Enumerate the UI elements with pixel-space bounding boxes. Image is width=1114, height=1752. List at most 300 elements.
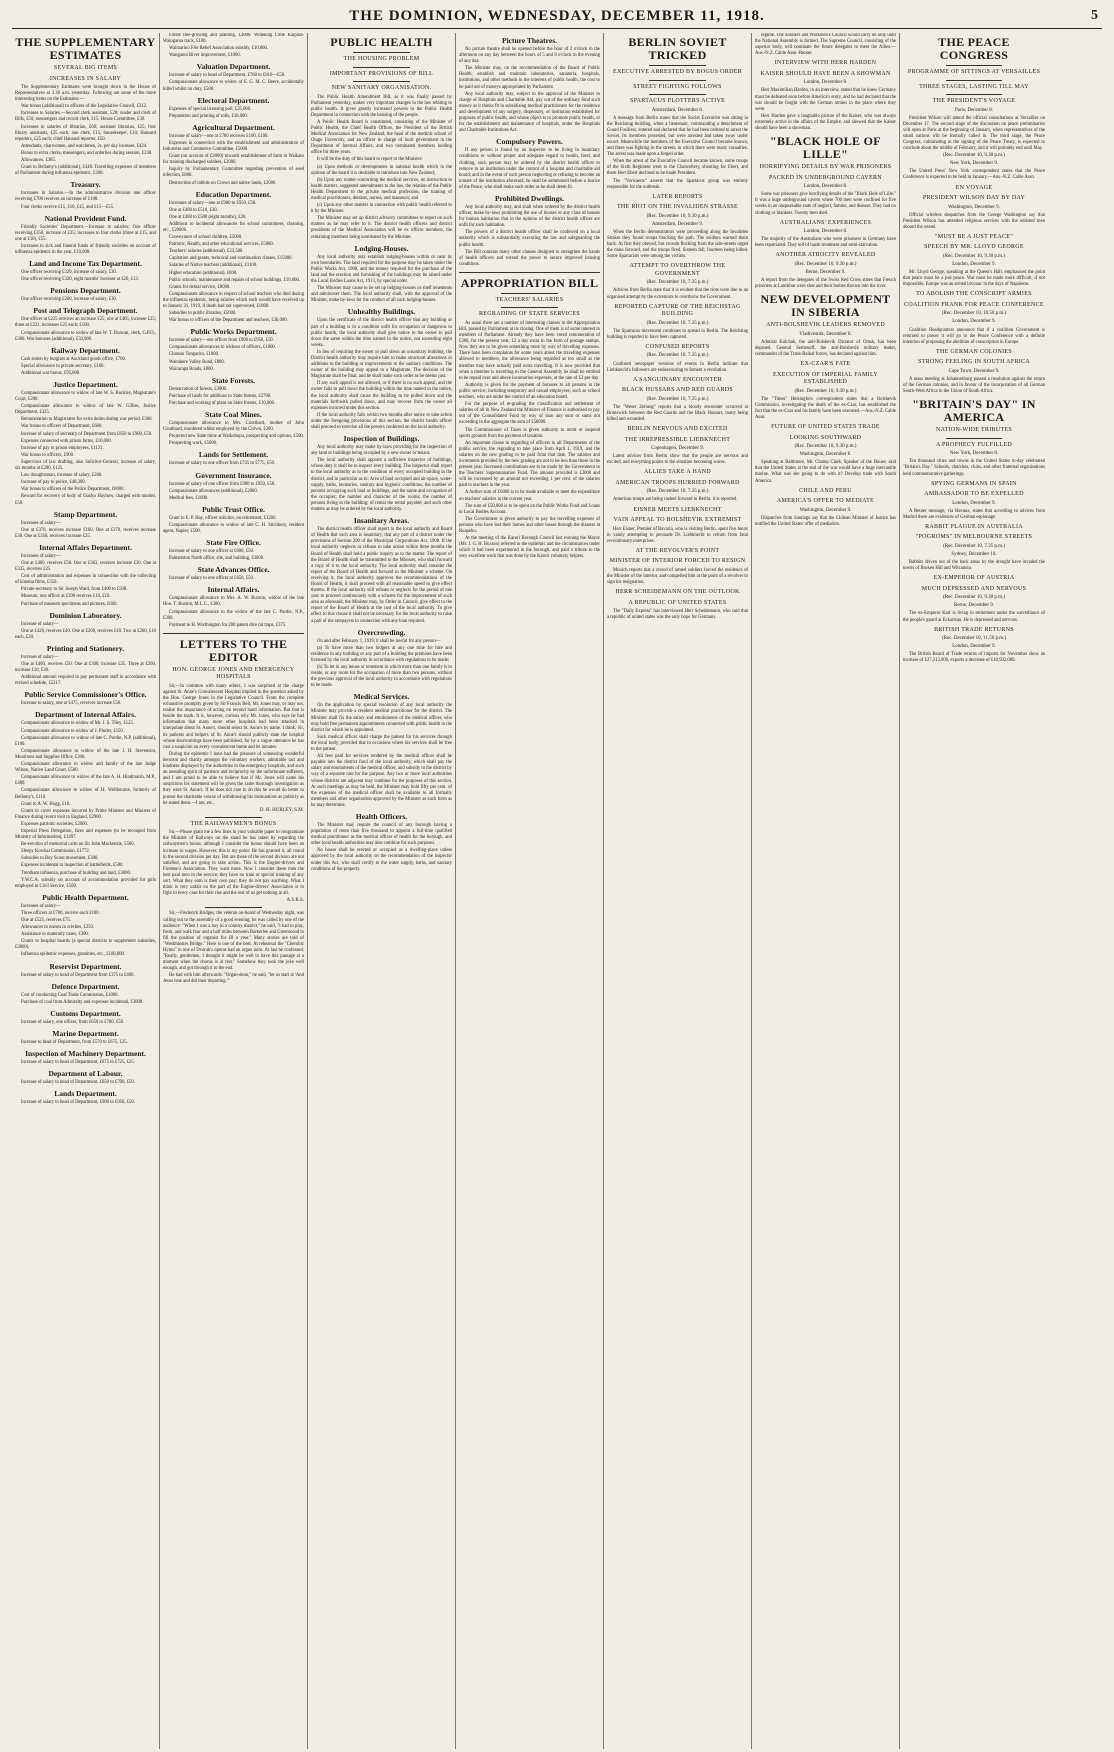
article-paragraph: Compassionate allowance to widow of late W. Gillies, Justice Department, £325. xyxy=(15,404,156,416)
dateline: (Rec. December 10, 7.35 p.m.) xyxy=(646,280,709,286)
subheading: AMERICAN TROOPS HURRIED FORWARD xyxy=(615,479,740,486)
article-paragraph: Increases of salary— xyxy=(21,553,61,559)
subheading: HORRIFYING DETAILS BY WAR PRISONERS xyxy=(759,164,892,171)
section-heading: Public Trust Office. xyxy=(202,504,265,514)
dateline: London, December 9. xyxy=(952,644,996,650)
article-paragraph: Increase of salary of one officer from £900 to £950, £50. xyxy=(169,481,276,487)
article-paragraph: Re-erection of memorial cairn on Sir John Mackenzie, £500. xyxy=(21,842,135,848)
article-paragraph: Cash stolen by burglars at Auckland goods office, £700. xyxy=(21,356,127,362)
divider xyxy=(649,94,705,95)
article-paragraph: Expenses patriotic societies, £2000. xyxy=(21,821,89,827)
dateline: Vladivostok, December 8. xyxy=(799,331,852,337)
subheading: SPARTACUS PLOTTERS ACTIVE xyxy=(629,98,726,104)
article-paragraph: The district health officer shall report to the local authority and Board of Health that such area is insanitary, that any part of a district under the provisions of Section 290 of the Municipal Corporations Act, 1908. If the local authority neglects or refuses to take action within three months the Board of Health shall hold a public inquiry as to the matter. The report of the Board of Health shall be transmitted to the Minister, who shall forward a copy of it to the local authority. The local authority shall consider the report of the Board of Health and forward to the Minister a scheme. On receiving it, the local authority approves the recommendations of the Board of Health, it shall proceed with all reasonable speed to give effect thereto. If the local authority still refuses or neglects for the period of one year to proceed continuously with a scheme for the improvement of such area as aforesaid, the Minister may, by Order in Council, give effect to the report of the Board of Health at the cost of the local authority. To give effect to this clause it shall not be necessary for the local authority to raise a poll of the ratepayers in connection with any loan required. xyxy=(311,527,452,624)
article-paragraph: Higher education (additional), £800. xyxy=(169,270,238,276)
divider xyxy=(649,80,705,81)
article-paragraph: Imperial Press Delegation, fares and expenses (to be recouped from Ministry of Information), £1497. xyxy=(15,828,156,841)
article-paragraph: Increase of salary to one officer at £600, £50. xyxy=(169,549,255,555)
article-paragraph: Remuneration to Magistrates for extra duties during war period, £360. xyxy=(21,417,153,423)
dateline: London, December 8. xyxy=(803,184,848,190)
section-heading: State Advances Office. xyxy=(197,565,270,575)
subheading: EXECUTION OF IMPERIAL FAMILY ESTABLISHED xyxy=(773,371,878,386)
section-heading: Land and Income Tax Department. xyxy=(29,259,142,269)
article-paragraph: Payment to H. Worthington for 200 patent dice rat traps, £375. xyxy=(169,622,287,628)
column-4 xyxy=(456,33,604,1749)
article-paragraph: Y.W.C.A. subsidy on account of accommodation provided for girls employed in Civil Service, £500. xyxy=(15,877,156,889)
article-paragraph: Increase of salary to head of Department, £675 to £725, £25. xyxy=(21,1060,135,1066)
divider xyxy=(946,438,1003,439)
article-paragraph: Compassionate allowance to widow of E. G. M. C. Beere, accidentally killed whilst on duty, £500. xyxy=(163,80,304,92)
dateline: London, December 8. xyxy=(803,229,848,235)
article-paragraph: One at £400, receives £50. One at £300, increase £25. Three at £260, increase £10, £30. xyxy=(15,662,156,674)
dateline: London, December 8. xyxy=(803,80,848,86)
article-paragraph: Salaries of Native teachers (additional), £1100. xyxy=(169,263,258,269)
article-paragraph: (a) Upon methods or developments in national health which in the opinion of the board it is desirable to introduce into New Zealand; xyxy=(311,164,452,176)
article-paragraph: Herr Maximilian Harden, in an interview, stated that he knew Germany must be defeated soon before America's entry, and he had declared that the war should be fought with the German armies in the place where they were. xyxy=(755,88,896,112)
article-paragraph: Admiral Kolchak, the anti-Bolshevik Dictator of Omsk, has been deposed. General Semenoff, the anti-Bolshevik military leader, commander of the Trans-Baikal forces, has declared against him. xyxy=(755,339,896,358)
section-heading: Public Works Department. xyxy=(190,327,277,337)
subheading: ANTI-BOLSHEVIK LEADERS REMOVED xyxy=(766,322,885,329)
dateline: London, December 9. xyxy=(952,500,996,506)
article-paragraph: Increases in Salaries.—In the administrative division one officer receiving £700 receives an increase of £100. xyxy=(15,191,156,203)
article-paragraph: Mr. Lloyd George, speaking at the Queen's Hall, emphasised the point that peace must be a just peace. War must be made more difficult, if not impossible. Europe was an armed bivouac in the days of Napoleon. xyxy=(903,270,1045,288)
article-paragraph: Subsidies to Boy Scout movement, £300. xyxy=(21,856,99,862)
dateline: Washington, December 9. xyxy=(799,507,852,513)
article-paragraph: Compassionate allowance to widow of J. Pinder, £150. xyxy=(21,728,124,734)
subheading: THE IRREPRESSIBLE LIEBKNECHT xyxy=(624,436,731,443)
subheading: AUSTRALIANS' EXPERIENCES xyxy=(779,219,872,226)
section-heading: Inspection of Buildings. xyxy=(343,434,420,444)
subheading: STRONG FEELING IN SOUTH AFRICA xyxy=(917,359,1030,366)
article-paragraph: Official wireless despatches from the George Washington say that President Wilson has attended religious services with the enlisted men aboard the vessel. xyxy=(903,212,1045,230)
article-paragraph: Compassionate allowances (additional), £2000. xyxy=(169,488,258,494)
section-heading: Inspection of Machinery Department. xyxy=(25,1049,146,1059)
section-heading: Medical Services. xyxy=(353,692,410,702)
article-paragraph: As usual there are a number of interesting clauses in the Appropriation Bill, passed by Parliament at its closing. One of them is of some interest to members of Parliament. Already they have been voted remuneration of £300, for the present year, £2 a day extra in the form of postage stamps. Now they are to be given something more by way of travelling expenses. There have been complaints for some years about the travelling expenses allowed to members, the allowance being regarded as too small as the member may have actually paid extra travelling. It is now provided that when a member is travelling to the General Assembly he shall be entitled to be repaid over and above locomotion expenses, at the rate of £2 per day. xyxy=(459,320,600,381)
article-paragraph: Purchase of coal from Admiralty and expenses incidental, £3000. xyxy=(21,999,144,1005)
dateline: (Rec. December 10, 10.50 p.m.) xyxy=(941,311,1007,317)
section-heading: State Coal Mines. xyxy=(205,410,262,420)
article-paragraph: Any local authority may establish lodging-houses within or near its own boundaries. The land required for the purpose may be taken under the Public Works Act, 1908, and the money required for the purchase of the land and the erection and furnishing of the buildings may be raised under the Local Bodies Loans Act, 1913, by special order. xyxy=(311,254,452,285)
article-paragraph: A Public Health Board is constituted, consisting of the Minister of Public Health, the Chief Health Officer, the President of the British Medical Association for New Zealand, the head of the medical school of Otago University, and an officer in charge of local government in the Department of Internal Affairs, and two nominated members holding office for three years. xyxy=(311,119,452,156)
article-paragraph: Increases of salary—one at £900 to £950, £50. xyxy=(169,200,257,206)
article-paragraph: Prospecting work, £5000. xyxy=(169,441,218,447)
section-heading: Internal Affairs Department. xyxy=(39,542,132,552)
subheading: LATER REPORTS xyxy=(652,193,703,200)
article-paragraph: The Minister may require the council of any borough having a population of more than five thousand to appoint a full-time qualified medical practitioner as the medical officer of health for the borough, and other local health authorities may also combine for such purposes. xyxy=(311,822,452,847)
subheading: BLACK HUSSARS AND RED GUARDS xyxy=(621,387,734,394)
subheading: THREE STAGES, LASTING TILL MAY xyxy=(919,83,1029,90)
subheading: CHILE AND PERU xyxy=(799,487,852,494)
divider xyxy=(459,272,600,273)
article-paragraph: One at £480 to £510, £30. xyxy=(169,207,218,213)
article-paragraph: During the epidemic I have had the pleasure of witnessing wonderful heroism and charity amongst the voluntary workers, admirable tact and kindness displayed by the authorities in the emergency hospitals, and such an unending spirit of patience and reciprocity by the unfortunate sufferers, and I am proud to be able to believe that if Mr. Jones will name his suspicions his statement will be given the same thorough investigation as they were St. Anne's. If he does not care to do this he would do better to pursue the charitable course of withdrawing his insinuations as publicly as he stated them.—I am, etc., xyxy=(163,751,304,806)
article-paragraph: Some war prisoners give horrifying details of the "Black Hole of Lille." It was a huge underground cavern where 700 men were confined for five weeks in an unspeakable state of neglect, famine, and disease. They had no clothing or blankets. Twenty men died. xyxy=(755,192,896,216)
subheading: "MUST BE A JUST PEACE" xyxy=(935,233,1013,240)
section-heading: Defence Department. xyxy=(51,981,120,991)
article-paragraph: If any person is found by an inspector to be living in insanitary conditions or without proper and adequate regard to health, food, and clothing, such person may be ordered by the district health officer to remove to an institution under the control of a hospital and charitable aid board; and in the event of such person neglecting or refusing to become an inmate of the institution aforesaid, he shall be summoned before a Justice of the Peace, who shall make such order as he shall deem fit. xyxy=(459,148,600,190)
article-paragraph: War bonus to officers of Department, £600. xyxy=(21,424,103,430)
article-paragraph: The Spartacus movement continues to spread in Berlin. The Reichstag building is reported to have been captured. xyxy=(607,328,748,340)
article-paragraph: The Minister may set up district advisory committees to report on such matters as he may refer to it. The district health officers and district presidents of the Medical Association will be ex officio members, the remaining members being nominated by the Minister. xyxy=(311,216,452,240)
article-paragraph: Cost of administration and expenses in connection with the collecting of kinema films, £350. xyxy=(15,574,156,586)
dateline: London, December 9. xyxy=(952,262,996,267)
article-paragraph: A Reuter message, via Havana, states that according to advices from Madrid there are evidences of German espionage. xyxy=(903,508,1045,520)
article-paragraph: Increases to Salaries.—Second clerk assistant, £20; reader and clerk of Bills, £50; messengers and record clerk, £15; House Committee, £30. xyxy=(15,111,156,123)
article-paragraph: Grant to E. P. Hay, officer solicitor, on retirement, £1200. xyxy=(169,515,277,521)
article-paragraph: For the purpose of re-grading the classification and settlement of salaries of all in New Zealand the Minister of Finance is authorised to pay out of the Consolidated Fund by way of loan any sum or sums not exceeding in the aggregate the sum of £50000. xyxy=(459,402,600,426)
article-paragraph: Expenses incidental to inspection of battlefields, £500. xyxy=(21,863,124,869)
subheading: EN VOYAGE xyxy=(955,184,993,191)
article-paragraph: Grant (on account of £3000) towards establishment of farm in Waikato for training discharged soldiers, £2000. xyxy=(163,154,304,166)
subheading: THE GERMAN COLONIES xyxy=(935,348,1013,355)
columns-container xyxy=(12,33,1102,1749)
signature: A.S.R.S. xyxy=(286,898,304,904)
section-heading: Customs Department. xyxy=(50,1008,121,1018)
article-paragraph: One at £370, receives increase £160. One at £370, receives increase £30. One at £350, receives increase £25. xyxy=(15,527,156,539)
section-heading: Health Officers. xyxy=(355,811,408,821)
article-paragraph: Waimarino Fire Relief Association subsidy, £10,000. xyxy=(169,46,269,52)
article-paragraph: The Supplementary Estimates were brought down in the House of Representatives at 3.30 a.m. yesterday. Following are some of the more interesting items on the Estimates:— xyxy=(15,85,156,103)
article-paragraph: Compassionate allowance to widow of Mr. J. S. Tiley, £125. xyxy=(21,721,134,727)
article-paragraph: Influenza epidemic expenses, gratuities, etc., £100,000. xyxy=(21,952,126,958)
subheading: A REPUBLIC OF UNITED STATES xyxy=(628,599,727,606)
section-heading: Internal Affairs. xyxy=(207,585,260,595)
section-heading: Department of Internal Affairs. xyxy=(35,710,136,720)
article-paragraph: The Commissioner of Taxes is given authority to remit or suspend sports grounds from the payment of taxation. xyxy=(459,427,600,439)
divider xyxy=(649,65,705,66)
subheading: AMBASSADOR TO BE EXPELLED xyxy=(924,491,1024,498)
section-heading: Reservist Department. xyxy=(49,961,122,971)
article-paragraph: Conveyance of school children, £5000. xyxy=(169,235,243,241)
article-paragraph: Increase of salary to one officer at £650, £50. xyxy=(169,576,255,582)
divider xyxy=(163,633,304,634)
section-heading: Picture Theatres. xyxy=(502,36,557,45)
dateline: (Rec. December 10, 7.35 p.m.) xyxy=(646,489,709,495)
article-paragraph: Sir,—Frederick Bridges, the veteran on-board of Wednesday night, was calling out to the assembly of a good evening; he was called by one of the audience: "When I was a boy in a country district," he said, "I had to play, fresh, and walk four and a half miles between Barkerlee and Greenwood to fill the position of organist for £8 a year." Many stories are told of "Westminster Bridge." Here is one of the best. At rehearsal the "Cherubic Hymn" in one of Dvorak's operas had an organ intro. At last he confessed: "Really, gentlemen, I thought it might be well to have this passage at a moment when the chorus is at rest." Somehow they took the joke well enough, and got through it to the end. xyxy=(163,911,304,972)
column-6 xyxy=(752,33,900,1749)
article-paragraph: Any local authority may, and shall when ordered by the district health officer, make by-laws prohibiting the use of houses or any class of houses for human habitation that in the opinion of the district health officer are unfit for such habitation. xyxy=(459,204,600,229)
article-paragraph: No picture theatre shall be opened before the hour of 2 o'clock in the afternoon on any day between the hours of 5 and 8 o'clock in the evening of any day. xyxy=(459,47,600,65)
dateline: (Rec. December 10, 9.30 p.m.) xyxy=(943,595,1005,601)
section-heading: Electoral Department. xyxy=(197,95,270,105)
divider xyxy=(501,293,557,294)
dateline: New York, December 9. xyxy=(949,161,999,167)
subheading: "POGROMS" IN MELBOURNE STREETS xyxy=(915,534,1033,541)
article-paragraph: Subsidies to public libraries, £5000. xyxy=(169,311,237,317)
article-paragraph: Medical fees, £1600. xyxy=(169,495,209,501)
article-paragraph: He had with him afterwards: "Organ-dean," he said, "let us start at 'And Jesus rose and did their departing.'" xyxy=(163,973,304,985)
dateline: (Rec. December 10, 11.50 p.m.) xyxy=(941,636,1007,642)
section-heading: Railway Department. xyxy=(51,345,120,355)
article-paragraph: Forest tree-growing and planting, £3000. Widening Little Kaipara-Waingaroa track, £100. xyxy=(163,33,304,45)
section-heading: Justice Department. xyxy=(53,380,118,389)
article-paragraph: War bonus to officers, £900. xyxy=(21,452,75,458)
article-paragraph: The Public Health Amendment Bill, as it was finally passed by Parliament yesterday, makes very important changes in the law relating to public health. It gives greatly increased powers to the Public Health Department in connection with the housing of the people. xyxy=(311,94,452,118)
article-paragraph: Increase of salary— xyxy=(21,654,59,660)
divider xyxy=(353,67,409,68)
article-paragraph: Additional war bonus, £95,000. xyxy=(21,370,81,376)
headline: APPROPRIATION BILL xyxy=(460,275,599,290)
subheading: HON. GEORGE JONES AND EMERGENCY HOSPITALS xyxy=(172,666,295,681)
article-paragraph: Herr Harden gave a laughable picture of the Kaiser, who was always extremely active in the affairs of the Empire, and showed that the Kaiser should have been a showman. xyxy=(755,113,896,132)
dateline: (Rec. December 10, 7.35 p.m.) xyxy=(646,353,709,359)
article-paragraph: Friendly Societies' Department.—Increase to salaries: One officer receiving £350, increase of £25; increases to four clerks (three at £15, and one at £10), £55. xyxy=(15,224,156,242)
article-paragraph: One officer receiving £320, increase of salary, £30. xyxy=(21,270,117,276)
article-paragraph: If the local authority fails within two months after notice to take action under the foregoing provisions of this section, the district health officer shall proceed to exercise all the powers conferred on the local authority. xyxy=(311,412,452,430)
masthead xyxy=(12,6,1102,29)
article-paragraph: An important clause in regarding of officers in all Departments of the public service, the regrading to take place from April 1, 1919, and the salaries on the new grading to be paid from that date. The salaries and increments provided by the new grading are not to be less than those in the present year. Increased contributions are to be made by the Government to the Teachers' Superannuation Fund. The amount provided is £2000 and will be increased by an amount not exceeding 1 per cent. of the salaries paid to teachers in the year. xyxy=(459,440,600,489)
article-paragraph: Purchase of museum specimens and pictures, £600. xyxy=(21,601,118,607)
article-paragraph: Increase of pay to prison employees, £1131. xyxy=(21,445,104,451)
headline: "BLACK HOLE OF LILLE" xyxy=(770,134,881,162)
article-paragraph: The ex-Emperor Karl is living in retirement under the surveillance of the people's guard at Eckartsau. He is depressed and nervous. xyxy=(903,611,1045,623)
article-paragraph: The majority of the Australians who were prisoners in Germany have been repatriated. They tell of harsh treatment and semi-starvation. xyxy=(755,237,896,249)
article-paragraph: Compassionate allowance to Mrs. A. W. Buxton, widow of the late Hon. T. Buxton, M.L.C., £300. xyxy=(163,596,304,608)
subheading: EX-EMPEROR OF AUSTRIA xyxy=(933,575,1015,582)
dateline: Berne, December 9. xyxy=(954,603,994,609)
article-paragraph: Compassionate allowance to widow of late C. H. Stichbury, resident agent, Napier, £500. xyxy=(163,522,304,534)
subheading: PRESIDENT WILSON DAY BY DAY xyxy=(922,195,1026,202)
article-paragraph: On and after February 1, 1919, it shall be lawful for any person— xyxy=(317,638,441,644)
article-paragraph: Compassionate allowance to widow of late C. Purdie, N.P. (additional), £100. xyxy=(15,735,156,747)
subheading: KAISER SHOULD HAVE BEEN A SHOWMAN xyxy=(760,70,891,77)
article-paragraph: The "Times" Helsingfors correspondent states that a Bolshevik Commission, investigating the death of the ex-Czar, has established the fact that the ex-Czar and his family have been executed.—Aus.-N.Z. Cable Assn. xyxy=(755,396,896,420)
subheading: CONFUSED REPORTS xyxy=(645,343,710,350)
dateline: Sydney, December 10. xyxy=(951,551,997,557)
subheading: THE RAILWAYMEN'S BONUS xyxy=(190,820,277,827)
article-paragraph: Increase of salary—one officer from £900 to £950, £50. xyxy=(169,338,274,344)
dateline: (Rec. December 10, 9.30 p.m.) xyxy=(794,388,857,394)
subheading: A SANGUINARY ENCOUNTER xyxy=(632,376,723,383)
article-paragraph: Sir,—Please grant me a few lines in your valuable paper to congratulate the Minister of Railways on the stand he has taken by regarding the railwaymen's bonus, although I consider the bonus should have been an increase in wages. However, this is my point: He has granted it, all round in the second division per day. But are those of the second division are not satisfied, and are going to take action. This is the Engine-drivers and Firemen's Association. They want more. Now I consider these men the best paid men in the service; they have no train or special training of any sort. What they earn is their own pay; they do not pay anything. What I think is very unfair on the part of the Engine-drivers' Association is to fight in every case for their rise and the rest of us get nothing at all. xyxy=(163,830,304,897)
article-paragraph: No house shall be erected or occupied as a dwelling-place unless approved by the local authority on the recommendation of the inspector under this Act, who shall certify to the water supply, baths, and sanitary conditions of the property. xyxy=(311,848,452,872)
subheading: A PROPHECY FULFILLED xyxy=(935,441,1013,448)
article-paragraph: On the application by special resolution of any local authority the Minister may provide a resident medical practitioner for the district. The Minister shall fix the salary and emoluments of the medical officer, who may hold free permanent appointments connected with public health in the district for which he is appointed. xyxy=(311,703,452,733)
article-paragraph: Museum, one officer at £390 receives £10, £10. xyxy=(21,594,111,600)
subheading: ATTEMPT TO OVERTHROW THE GOVERNMENT xyxy=(629,263,726,277)
section-heading: Printing and Stationery. xyxy=(46,643,125,653)
subheading: PROGRAMME OF SITTINGS AT VERSAILLES xyxy=(907,69,1041,75)
article-paragraph: Wanganui River improvement, £1000. xyxy=(169,53,241,59)
headline: NEW DEVELOPMENT IN SIBERIA xyxy=(760,292,891,320)
article-paragraph: War bonus to officers of the Department and teachers, £30,000. xyxy=(169,318,288,324)
subheading: REGRADING OF STATE SERVICES xyxy=(479,311,580,318)
article-paragraph: Latest advices from Berlin show that the people are nervous and excited, and everything points to the situation becoming worse. xyxy=(607,454,748,466)
article-paragraph: Demarcation of forests, £3000. xyxy=(169,386,228,392)
article-paragraph: (c) Upon any other matters in connection with public health referred to it by the Minister. xyxy=(311,203,452,215)
headline: BERLIN SOVIET TRICKED xyxy=(628,35,727,62)
section-heading: Government Insurance. xyxy=(195,470,272,480)
article-paragraph: The Minister may, on the recommendation of the Board of Public Health, establish and maintain laboratories, sanatoria, hospitals, institutions, and other methods in the interests of public health, the cost to be paid out of moneys appropriated by Parliament. xyxy=(459,66,600,90)
headline: PUBLIC HEALTH xyxy=(330,35,433,49)
subheading: AMERICA'S OFFER TO MEDIATE xyxy=(776,498,875,505)
subheading: ANOTHER ATROCITY REVEALED xyxy=(775,252,876,259)
article-paragraph: Palmerston North office, site, and building, £3000. xyxy=(169,556,265,562)
article-paragraph: Law draughtsman, increase of salary, £200. xyxy=(21,473,103,479)
article-paragraph: Compassionate allowance to widow of late W. T. Duncan, clerk, G.P.O., £300. War bonuses (additional), £33,900. xyxy=(15,330,156,342)
article-paragraph: Chateau Tongariro, £1000. xyxy=(169,352,220,358)
article-paragraph: One officer at £225 receives an increase £25; one at £405, increase £25; three at £231, increases £25 each; £100. xyxy=(15,317,156,329)
subheading: SEVERAL BIG ITEMS xyxy=(53,65,118,71)
section-heading: Public Health Department. xyxy=(42,892,129,902)
subheading: EISNER MEETS LIEBKNECHT xyxy=(633,506,722,513)
article-paragraph: One at £420, receives £40. One at £200, receives £10. Two at £260, £10 each, £20. xyxy=(15,628,156,640)
subheading: NEW SANITARY ORGANISATION. xyxy=(331,85,432,91)
headline: THE PEACE CONGRESS xyxy=(938,35,1010,62)
article-paragraph: The British Board of Trade returns of imports for November show an increase of £27,213,000, exports a decrease of £10,932,000. xyxy=(903,652,1045,664)
article-paragraph: Increase of salary of secretary of Department from £850 to £900, £50. xyxy=(21,431,153,437)
article-paragraph: Compassionate allowance to widow and family of the late Judge Wilson, Native Land Court, £500. xyxy=(15,762,156,774)
dateline: (Rec. December 10, 9.30 p.m.) xyxy=(943,253,1005,259)
subheading: FUTURE OF UNITED STATES TRADE xyxy=(771,424,880,431)
subheading: AT THE REVOLVER'S POINT xyxy=(635,547,720,554)
section-heading: Stamp Department. xyxy=(53,509,118,519)
section-heading: Post and Telegraph Department. xyxy=(33,306,138,316)
article-paragraph: Any local authority may make by-laws providing for the inspection of any land or buildings being occupied by a new owner or tenant. xyxy=(311,445,452,457)
article-paragraph: Grant to Bellamy's (additional), £448. Travelling expenses of members of Parliament during influenza epidemic, £200. xyxy=(15,165,156,177)
article-paragraph: Purchase of lands for additions to State forests, £2700. xyxy=(169,393,272,399)
section-heading: Compulsory Powers. xyxy=(496,137,563,147)
article-paragraph: Projected new State mine at Waikohopu, prospecting and options, £500. xyxy=(169,434,304,440)
subheading: NATION-WIDE TRIBUTES xyxy=(935,427,1013,434)
article-paragraph: Capitation and grants, technical and continuation classes, £15000. xyxy=(169,256,293,262)
article-paragraph: One officer receiving £320, eight months' increase at £20, £13. xyxy=(21,277,139,283)
article-paragraph: A message from Berlin states that the Soviet Executive was sitting in the Reichstag building, when a lieutenant, commanding a detachment of Guard Fusiliers, entered and declared that he had been ordered to arrest the Soviet. Its members protested, but were arrested and taken away under escort. Meanwhile the members of the Executive Council became known, and there was fighting in the streets, in which there were many casualties. The arrest was made upon a forged order. xyxy=(607,115,748,158)
article-paragraph: Such medical officer shall charge the patient for his services through the local body, provided that in occasions where his services shall be free to the patient. xyxy=(311,734,452,753)
article-paragraph: Patriotic, Health, and other educational services, £5000. xyxy=(169,242,274,248)
column-1 xyxy=(12,33,160,1749)
article-paragraph: One at £480 to £500 (eight months), £20. xyxy=(169,214,247,220)
page-number: 5 xyxy=(1091,8,1098,23)
subheading: TO ABOLISH THE CONSCRIPT ARMIES xyxy=(916,291,1032,298)
article-paragraph: Waitakere Valley Road, £800. xyxy=(169,359,225,365)
article-paragraph: One at £525, receives £75. xyxy=(21,918,71,923)
newspaper-title: THE DOMINION, WEDNESDAY, DECEMBER 11, 1918. xyxy=(349,8,765,24)
article-paragraph: Increase to salary, one at £475, receives increase £50. xyxy=(21,701,122,707)
dateline: Berne, December 9. xyxy=(805,269,846,275)
subheading: COALITION FRANK FOR PEACE CONFERENCE xyxy=(904,301,1044,308)
dateline: (Rec. December 10, 9.30 p.m.) xyxy=(943,153,1005,159)
article-paragraph: Advices from Berlin state that it is evident that the riots were due to an organised attempt by the extremists to overthrow the Government. xyxy=(607,288,748,300)
subheading: SPYING GERMANS IN SPAIN xyxy=(931,480,1017,487)
divider xyxy=(353,81,409,82)
section-heading: Marine Department. xyxy=(52,1028,119,1038)
headline: THE SUPPLEMENTARY ESTIMATES xyxy=(15,35,156,62)
headline: LETTERS TO THE EDITOR xyxy=(179,636,288,664)
dateline: Washington, December 8. xyxy=(799,452,852,458)
article-paragraph: Confused newspaper versions of events in Berlin indicate that Liebknecht's followers are endeavouring to foment a revolution. xyxy=(607,361,748,373)
article-paragraph: The powers of a district health officer shall be conferred on a local authority which is substantially executing the law and safeguarding the public health. xyxy=(459,230,600,248)
article-paragraph: War bonus (additional) to officers of the Legislative Council, £312. xyxy=(21,104,148,110)
article-paragraph: Compassionate allowance to Mrs. Coutthard, mother of John Coutthard, murdered whilst employed by the Crown, £200. xyxy=(163,421,304,433)
article-paragraph: Compassionate allowance to widow of H. Wellbourne, formerly of Bellamy's, £110. xyxy=(15,788,156,800)
article-paragraph: Increase of salary, one officer, from £650 to £700, £50. xyxy=(21,1019,125,1025)
article-paragraph: Dispatches from Santiago say that the Chilean Minister of Justice has notified the United States' offer of mediation. xyxy=(755,515,896,527)
article-paragraph: Speaking at Baltimore, Mr. Champ Clark, Speaker of the House, said that the United States at the end of the war would have a huge mercantile marine. What was she going to do with it? Develop trade with South America. xyxy=(755,460,896,484)
section-heading: Dominion Laboratory. xyxy=(49,610,122,620)
subheading: IMPORTANT PROVISIONS OF BILL xyxy=(329,70,434,77)
section-heading: Treasury. xyxy=(70,180,101,190)
dateline: Amsterdam, December 9. xyxy=(651,221,704,227)
article-paragraph: In lieu of requiring the owner to pull down an unsanitary building, the District health authority may require him to make structural alterations or additions to the building or improvements to the sanitary conditions. The owner of the building may appeal to a Magistrate. The decision of the Magistrate shall be final, and he shall make such order as he deems just. xyxy=(311,349,452,380)
article-paragraph: Cost of conducting Coal Trade Commission, £1000. xyxy=(21,992,119,998)
article-paragraph: Expenses connected with prison farms, £10,000. xyxy=(21,438,112,444)
article-paragraph: Herr Eisner, Premier of Bavaria, who is visiting Berlin, spent five hours in vainly attempting to persuade Dr. Liebknecht to refrain from fatal revolutionary enterprises. xyxy=(607,526,748,544)
section-heading: Lodging-Houses. xyxy=(354,243,409,253)
article-paragraph: Any local authority may, subject to the approval of the Minister to charge of Hospitals and Charitable Aid, pay out of the ordinary fund such money as it thinks fit in subsidising medical practitioners for the residence and development of any surgery, dispensary, or institution established for purposes of public health, and whose object is to promote public health, or for the establishment and maintenance of hospitals, under the Hospitals and Charitable Institutions Act. xyxy=(459,91,600,134)
article-paragraph: All fees paid for services rendered by the medical officer shall be payable into the district fund of the local authority, which shall pay the salary and emoluments of the medical officer, and subsidy to the district by way of a separate rate for the purpose. Any two or more local authorities whose districts are adjacent may combine for the purposes of this section. At such meetings as may be held, the Minister may hold fifty per cent. of the expenses of the medical officer shall be available to all formally members and other organisation approved by the Minister as such form as he may determine. xyxy=(311,754,452,808)
subheading: BRITISH TRADE RETURNS xyxy=(934,626,1014,633)
article-paragraph: One at £460, receives £50. One at £363, receives increase £30. One at £335, receives £25. xyxy=(15,560,156,573)
article-paragraph: The Government is given authority to pay the travelling expenses of persons who have lost their homes and other losses through the disaster at Ruapehu. xyxy=(459,516,600,534)
divider xyxy=(946,94,1003,95)
dateline: (Rec. December 10, 7.35 p.m.) xyxy=(646,320,709,326)
divider xyxy=(353,52,409,53)
article-paragraph: Three officers at £700, receive each £100. xyxy=(21,910,100,916)
article-paragraph: Allowances to nurses in crèches, £250. xyxy=(21,925,95,931)
article-paragraph: Coalition Headquarters announce that if a coalition Government is returned to power it will go to the Peace Conference with a definite intention of proposing the abolition of conscription in Europe. xyxy=(903,327,1045,345)
article-paragraph: Upon the certificate of the district health officer that any building or part of a building is in a condition unfit for occupation or dangerous to public health, the local authority shall give notice to the owner to pull down the same within the time named in the notice, not exceeding eight weeks. xyxy=(311,318,452,348)
signature: D. H. HURLEY, S.M. xyxy=(259,807,304,813)
divider xyxy=(946,80,1003,81)
divider xyxy=(501,307,557,308)
article-paragraph: When the Berlin demonstrators were proceeding along the Invaliden Strasse they found troops blocking the path. The soldiers warned them back. At first they obeyed, but crowds flocking from the side-streets urged the mass forward, and the troops fired. Sixteen fell, fourteen being killed. Some Spartacists were among the victims. xyxy=(607,229,748,260)
article-paragraph: President Wilson will attend the official consultations at Versailles on December 17. The second stage of the discussion on peace preliminaries will open at Paris at the beginning of January, when representatives of the small nations will be formally called in. The third stage, the Peace Congress, culminating in the signing of the Peace Treaty, is expected to conclude about the middle of February, and it will probably end until May. xyxy=(903,115,1045,152)
article-paragraph: War bonus to officers of the Police Department, £8000. xyxy=(21,487,125,493)
subheading: EX-CZAR'S FATE xyxy=(800,361,851,368)
section-heading: State Forests. xyxy=(211,375,256,385)
column-2 xyxy=(160,33,308,1749)
article-paragraph: A report from the delegates of the Swiss Red Cross states that French prisoners at Landshut were shot and their bodies thrown into the river. xyxy=(755,278,896,290)
article-paragraph: Increase of salary to head of Department, £760 to £810—£50. xyxy=(169,73,286,79)
divider xyxy=(205,907,261,908)
article-paragraph: (b) To let in any house or tenement in which more than one family is to reside, or any room for the occupation of more than two persons, without the previous approval of the local authority in accordance with regulations to be made. xyxy=(311,665,452,689)
article-paragraph: When the arrest of the Executive Council became known, some troops of the Sixth Regiment went to the Chancellery, shouting for Ebert, and there Herr Ebert declined to be made President. xyxy=(607,159,748,177)
article-paragraph: Sir,—In common with many others, I was surprised at the charge against St. Anne's Convalescent Hospital implied in the question asked by the Hon. George Jones in the Legislative Council. From the complete exhaustive promptly given by Sir Francis Bell, Mr. Jones may, or may not, realise the importance of acting on second hand information. But that is beside the mark. It is, however, curious why Mr. Jones, who says he had information that many more other hospitals had been attacked in interpolate about St. Anne's, should select St. Anne's by name. I think, Sir, its patients and helpers of St. Anne's should publicly state the hospital whose shortcomings have been published, for by a vague utterance he has cast a suspicion on every convalescent home and its inmates. xyxy=(163,683,304,750)
subheading: SPEECH BY MR. LLOYD GEORGE xyxy=(924,244,1024,251)
article-paragraph: regime. The Soldiers and Workmen's Council would carry on only until the National Assembly is formed. The Supreme Council, consisting of the superior body, will nominate the future delegates to meet the Allies.—Aus.-N.Z. Cable Assn.-Reuter. xyxy=(755,33,896,57)
article-paragraph: Increases of salary— xyxy=(21,903,61,909)
article-paragraph: Increase of salary to head of Department, £900 to £950, £50. xyxy=(21,1100,135,1106)
subheading: EXECUTIVE ARRESTED BY BOGUS ORDER xyxy=(612,69,742,75)
article-paragraph: (b) Upon any matter concerning the medical services, on instruction to health matters, suggested amendments to the law, the relation of the Public Health Department to the private medical profession, the training of medical practitioners, dentists, nurses, and masseurs; and xyxy=(311,177,452,201)
section-heading: Pensions Department. xyxy=(50,286,121,296)
article-paragraph: Increases to sick and funeral funds of friendly societies on account of influenza epidemic in the year, £10,000. xyxy=(15,243,156,255)
section-heading: Insanitary Areas. xyxy=(353,516,410,526)
article-paragraph: Destruction of rabbits on Crown and native lands, £2000. xyxy=(169,180,277,186)
column-3 xyxy=(308,33,456,1749)
article-paragraph: Trentham influenza, purchase of building and land, £3000. xyxy=(21,870,131,876)
divider xyxy=(205,817,261,818)
article-paragraph: Increase of salary to head of Department, £650 to £700, £50. xyxy=(21,1080,135,1086)
subheading: BERLIN NERVOUS AND EXCITED xyxy=(627,426,728,433)
subheading: INTERVIEW WITH HERR HARDEN xyxy=(774,60,877,67)
article-paragraph: Supervisor of law drafting, also Solicitor-General, increase of salary, six months at £200, £125. xyxy=(15,459,156,472)
subheading: THE HOUSING PROBLEM xyxy=(343,56,420,62)
section-heading: Overcrowding. xyxy=(357,627,406,637)
section-heading: National Provident Fund. xyxy=(44,213,127,223)
article-paragraph: Additional amount required to pay permanent staff in accordance with revised schedule, £2217. xyxy=(15,675,156,687)
section-heading: Lands Department. xyxy=(54,1089,117,1099)
article-paragraph: Expenses in connection with the establishment and administration of Industries and Commerce Committee, £5000. xyxy=(163,140,304,153)
article-paragraph: Ten thousand cities and towns in the United States to-day celebrated "Britain's Day." Schools, churches, clubs, and other fraternal organisations held commemorative gatherings. xyxy=(903,459,1045,477)
article-paragraph: Bonus to extra clerks, messengers, and orderlies during session, £230. xyxy=(21,150,153,156)
article-paragraph: Four clerks receive £15, £10, £15, and £15—£55. xyxy=(21,204,115,210)
article-paragraph: Compassionate allowance to widow of late W. S. Buckley, Magistrate's Court, £200. xyxy=(15,391,156,403)
article-paragraph: Attendants, charwomen, and watchmen, 2s. per day increase, £424. xyxy=(21,143,148,149)
article-paragraph: Teachers' salaries (additional), £23,500. xyxy=(169,249,244,255)
